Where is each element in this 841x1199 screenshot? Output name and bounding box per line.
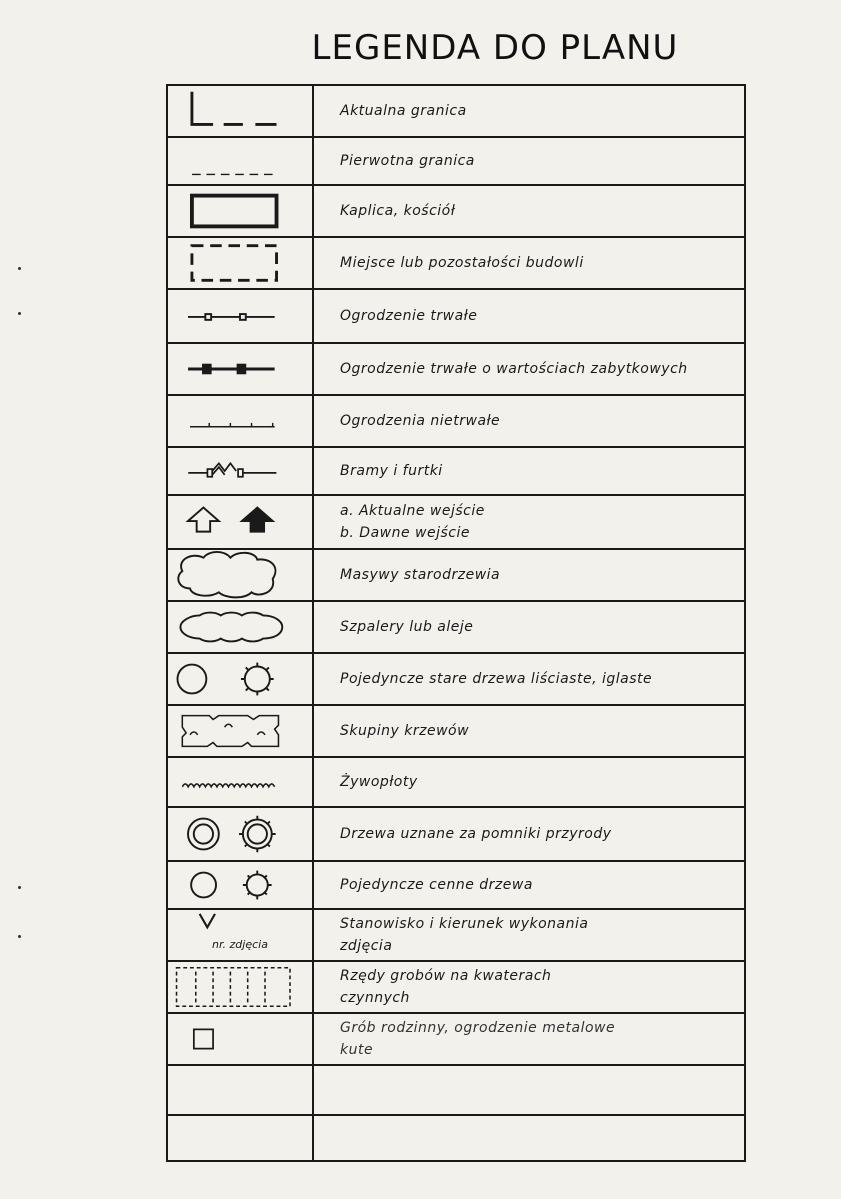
legend-row [168, 86, 744, 138]
legend-row [168, 186, 744, 238]
legend-row [168, 910, 744, 962]
single-old-trees-icon [168, 654, 312, 704]
legend-row [168, 1014, 744, 1066]
paper-speck [18, 935, 21, 938]
legend-row [168, 238, 744, 290]
original-boundary-icon [168, 138, 312, 184]
legend-label: Bramy i furtki [340, 463, 443, 479]
legend-label: Pojedyncze stare drzewa liściaste, iglaste [340, 671, 653, 687]
legend-row [168, 962, 744, 1014]
tree-row-icon [168, 602, 312, 652]
legend-label: Żywopłoty [340, 774, 418, 790]
legend-row [168, 862, 744, 910]
gate-icon [168, 448, 312, 494]
legend-row [168, 654, 744, 706]
shrub-group-icon [168, 706, 312, 756]
legend-label: Skupiny krzewów [340, 723, 470, 739]
legend-table [166, 84, 746, 1162]
paper-speck [18, 886, 21, 889]
legend-label: Stanowisko i kierunek wykonania [340, 916, 589, 932]
legend-row [168, 396, 744, 448]
legend-label: Ogrodzenia nietrwałe [340, 413, 501, 429]
legend-row [168, 602, 744, 654]
tree-mass-icon [168, 550, 312, 600]
current-boundary-icon [168, 86, 312, 136]
legend-row [168, 706, 744, 758]
legend-label: Pierwotna granica [340, 153, 475, 169]
permanent-fence-icon [168, 290, 312, 342]
empty-legend-row [168, 1066, 744, 1116]
legend-row [168, 550, 744, 602]
legend-label: Aktualna granica [340, 103, 467, 119]
legend-label: Miejsce lub pozostałości budowli [340, 255, 584, 271]
legend-label: Ogrodzenie trwałe [340, 308, 478, 324]
photo-point-icon [168, 910, 312, 960]
legend-label: Rzędy grobów na kwaterach [340, 968, 552, 984]
valuable-trees-icon [168, 862, 312, 908]
legend-label: Grób rodzinny, ogrodzenie metalowe [340, 1020, 616, 1036]
legend-label: Szpalery lub aleje [340, 619, 474, 635]
legend-label: Ogrodzenie trwałe o wartościach zabytkowych [340, 361, 688, 377]
historic-fence-icon [168, 344, 312, 394]
legend-label: czynnych [340, 990, 410, 1006]
chapel-icon [168, 186, 312, 236]
legend-label: zdjęcia [340, 938, 393, 954]
photo-number-label: nr. zdjęcia [212, 938, 268, 951]
legend-label: Pojedyncze cenne drzewa [340, 877, 533, 893]
legend-label: a. Aktualne wejście [340, 503, 485, 519]
building-remains-icon [168, 238, 312, 288]
monument-trees-icon [168, 808, 312, 860]
hedge-icon [168, 758, 312, 806]
legend-row [168, 808, 744, 862]
legend-label: Drzewa uznane za pomniki przyrody [340, 826, 612, 842]
empty-legend-row [168, 1116, 744, 1160]
legend-row [168, 344, 744, 396]
legend-label: b. Dawne wejście [340, 525, 470, 541]
legend-row [168, 758, 744, 808]
temporary-fence-icon [168, 396, 312, 446]
legend-label: Kaplica, kościół [340, 203, 456, 219]
grave-rows-icon [168, 962, 312, 1012]
entrance-arrows-icon [168, 496, 312, 548]
legend-row [168, 496, 744, 550]
legend-row [168, 448, 744, 496]
page-title: LEGENDA DO PLANU [311, 28, 679, 68]
legend-row [168, 138, 744, 186]
legend-label: Masywy starodrzewia [340, 567, 501, 583]
family-grave-icon [168, 1014, 312, 1064]
paper-speck [18, 267, 21, 270]
legend-label: kute [340, 1042, 374, 1058]
paper-speck [18, 312, 21, 315]
legend-row [168, 290, 744, 344]
